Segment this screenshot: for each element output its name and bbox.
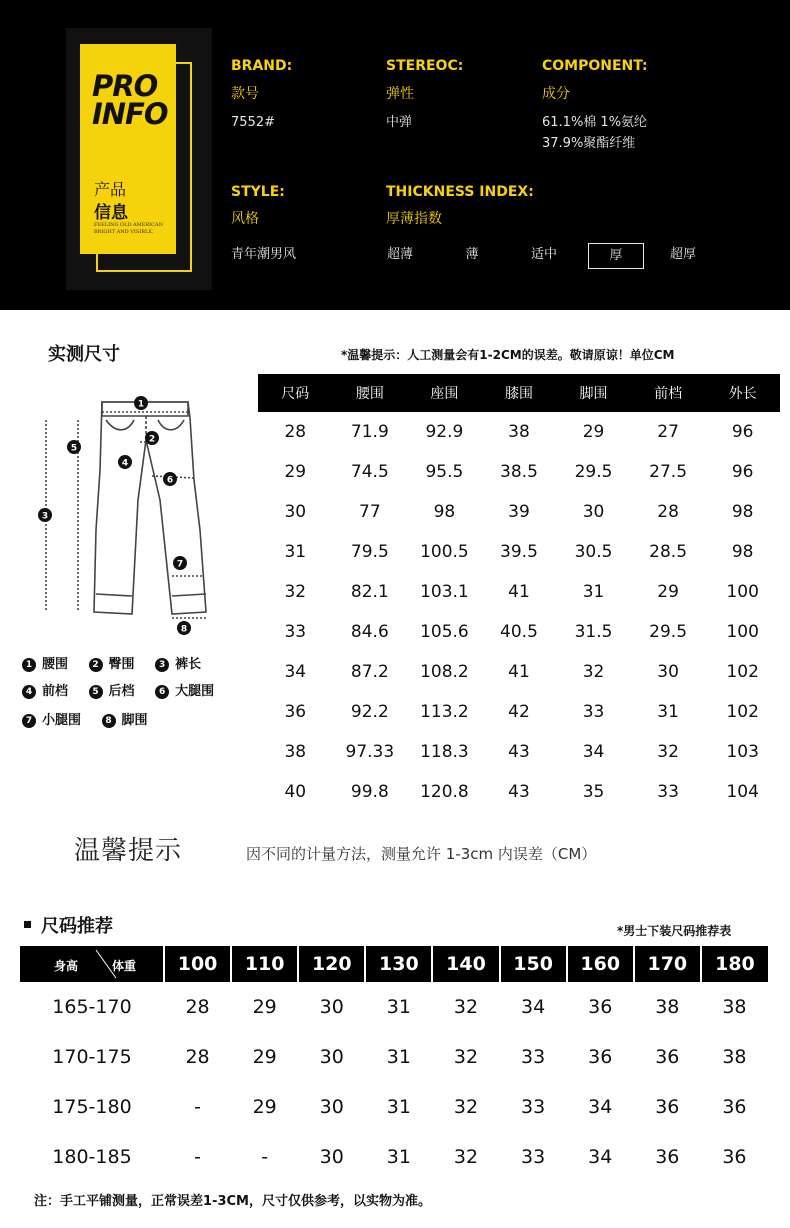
size-cell: 36 — [655, 1046, 680, 1068]
thickness-option-ultra-thick: 超厚 — [669, 247, 696, 262]
table-cell: 95.5 — [425, 462, 464, 482]
col-header: 腰围 — [333, 374, 408, 412]
table-cell: 98 — [731, 542, 754, 562]
table-cell: 71.9 — [350, 422, 389, 442]
table-cell: 102 — [726, 662, 759, 682]
table-row — [258, 732, 780, 772]
table-cell: 105.6 — [420, 622, 469, 642]
thickness-label: THICKNESS INDEX: — [386, 184, 534, 200]
table-cell: 31 — [582, 582, 605, 602]
legend-label: 脚围 — [121, 713, 148, 728]
weight-header: 160 — [567, 946, 634, 982]
size-cell: 32 — [453, 996, 479, 1018]
table-row — [20, 1032, 768, 1082]
legend-label: 前档 — [42, 684, 69, 699]
measure-note: *温馨提示：人工测量会有1-2CM的误差。敬请原谅！单位CM — [341, 348, 675, 362]
table-row — [258, 612, 780, 652]
table-cell: 34 — [284, 662, 307, 682]
component-cn: 成分 — [542, 86, 570, 102]
table-cell: 29.5 — [574, 462, 613, 482]
size-cell: 29 — [252, 1046, 277, 1068]
table-cell: 40 — [284, 782, 307, 802]
table-cell: 27.5 — [649, 462, 688, 482]
logo-line-pro: PRO — [92, 69, 158, 103]
size-cell: 36 — [722, 1096, 747, 1118]
table-cell: 43 — [508, 782, 530, 802]
legend-label: 大腿围 — [175, 684, 215, 699]
table-row — [20, 1132, 768, 1182]
marker-2-text: 2 — [148, 434, 156, 445]
size-cell: 33 — [521, 1146, 546, 1168]
size-cell: 31 — [386, 996, 411, 1018]
table-cell: 102 — [726, 702, 759, 722]
table-cell: 120.8 — [420, 782, 469, 802]
table-cell: 28 — [284, 422, 307, 442]
table-cell: 31 — [284, 542, 307, 562]
logo-cn-line1: 产品 — [94, 180, 127, 199]
table-cell: 27 — [657, 422, 679, 442]
table-cell: 42 — [508, 702, 530, 722]
table-cell: 98 — [731, 502, 754, 522]
table-cell: 41 — [508, 582, 530, 602]
table-row — [258, 572, 780, 612]
thickness-option-ultra-thin: 超薄 — [386, 247, 413, 262]
weight-header: 170 — [634, 946, 701, 982]
table-cell: 30 — [284, 502, 307, 522]
table-cell: 30 — [657, 662, 679, 682]
table-cell: 40.5 — [500, 622, 538, 642]
legend-label: 臀围 — [108, 657, 135, 672]
marker-8-text: 8 — [180, 624, 188, 635]
diagonal-divider — [20, 946, 164, 982]
marker-3-text: 3 — [41, 511, 49, 522]
legend-label: 后档 — [108, 684, 135, 699]
size-cell: 30 — [319, 1096, 344, 1118]
size-cell: 31 — [386, 1096, 411, 1118]
table-cell: 28.5 — [649, 542, 688, 562]
weight-header: 140 — [432, 946, 499, 982]
size-cell: 31 — [386, 1146, 411, 1168]
table-cell: 92.9 — [425, 422, 464, 442]
table-cell: 39 — [508, 502, 530, 522]
tip-text: 因不同的计量方法，测量允许 1-3cm 内误差（CM） — [246, 845, 597, 863]
thickness-option-medium: 适中 — [530, 247, 557, 262]
table-cell: 38 — [508, 422, 530, 442]
brand-value: 7552# — [231, 115, 275, 130]
weight-header: 100 — [164, 946, 231, 982]
legend-num: 7 — [22, 714, 36, 728]
logo-small-line1: FEELING OLD AMERICAN — [94, 222, 163, 228]
thickness-option-thick-selected: 厚 — [588, 243, 644, 269]
logo-line-info: INFO — [92, 97, 168, 131]
size-cell: 32 — [453, 1146, 479, 1168]
legend-row-1 — [22, 653, 201, 672]
table-cell: 36 — [284, 702, 307, 722]
table-cell: 79.5 — [350, 542, 389, 562]
table-cell: 29.5 — [649, 622, 688, 642]
table-cell: 28 — [657, 502, 679, 522]
logo-small-line2: BRIGHT AND VISIBLE. — [94, 229, 154, 235]
col-header: 脚围 — [556, 374, 631, 412]
table-cell: 77 — [359, 502, 381, 522]
component-label: COMPONENT: — [542, 58, 648, 74]
table-cell: 99.8 — [350, 782, 389, 802]
table-row — [258, 412, 780, 452]
thickness-option-thin: 薄 — [465, 247, 479, 262]
height-cell: 165-170 — [52, 996, 132, 1018]
weight-header: 150 — [500, 946, 567, 982]
legend-num: 8 — [102, 714, 116, 728]
stereoc-label: STEREOC: — [386, 58, 464, 74]
size-cell: - — [194, 1146, 201, 1168]
table-cell: 100.5 — [420, 542, 469, 562]
table-cell: 32 — [582, 662, 605, 682]
table-cell: 31 — [657, 702, 679, 722]
table-cell: 32 — [657, 742, 679, 762]
table-cell: 97.33 — [345, 742, 395, 762]
table-cell: 38 — [284, 742, 307, 762]
table-cell: 29 — [582, 422, 605, 442]
corner-height-label: 身高 — [54, 959, 79, 973]
col-header: 前档 — [631, 374, 706, 412]
table-cell: 33 — [582, 702, 605, 722]
bullet-icon — [24, 921, 31, 928]
size-cell: 32 — [453, 1096, 479, 1118]
legend-item-6 — [155, 684, 214, 699]
col-header: 座围 — [407, 374, 482, 412]
component-value-2: 37.9%聚酯纤维 — [542, 136, 636, 151]
marker-4-text: 4 — [121, 458, 129, 469]
table-row — [258, 652, 780, 692]
table-row — [258, 492, 780, 532]
size-cell: 29 — [252, 1096, 277, 1118]
diagram-markers — [38, 396, 191, 635]
size-table — [258, 374, 780, 812]
legend-num: 5 — [89, 685, 103, 699]
table-row — [258, 772, 780, 812]
table-cell: 84.6 — [350, 622, 389, 642]
size-cell: - — [194, 1096, 201, 1118]
tip-title: 温馨提示 — [74, 836, 183, 866]
size-cell: 36 — [588, 1046, 613, 1068]
size-cell: 34 — [588, 1146, 613, 1168]
measure-title: 实测尺寸 — [48, 344, 120, 365]
legend-num: 3 — [155, 658, 169, 672]
table-cell: 74.5 — [350, 462, 389, 482]
size-cell: 33 — [521, 1096, 546, 1118]
table-row — [258, 532, 780, 572]
size-cell: 36 — [588, 996, 613, 1018]
table-cell: 29 — [657, 582, 679, 602]
recommend-table — [20, 946, 768, 1182]
table-cell: 34 — [582, 742, 605, 762]
table-cell: 29 — [284, 462, 307, 482]
style-cn: 风格 — [231, 211, 259, 227]
col-header: 膝围 — [482, 374, 557, 412]
legend-item-7 — [22, 713, 81, 728]
table-row — [258, 692, 780, 732]
height-cell: 170-175 — [52, 1046, 132, 1068]
size-cell: - — [261, 1146, 269, 1168]
logo-pro-info — [92, 69, 176, 131]
size-cell: 28 — [185, 1046, 210, 1068]
legend-label: 小腿围 — [42, 713, 82, 728]
corner-weight-label: 体重 — [112, 959, 137, 973]
size-cell: 34 — [521, 996, 546, 1018]
table-row — [20, 1082, 768, 1132]
weight-header: 180 — [701, 946, 768, 982]
table-cell: 113.2 — [420, 702, 469, 722]
legend-num: 2 — [89, 658, 103, 672]
legend-row-3 — [22, 709, 148, 728]
table-cell: 100 — [726, 622, 759, 642]
size-cell: 32 — [453, 1046, 479, 1068]
pants-diagram — [30, 380, 250, 645]
size-cell: 30 — [319, 996, 344, 1018]
size-cell: 30 — [319, 1046, 344, 1068]
size-cell: 29 — [252, 996, 277, 1018]
table-cell: 33 — [284, 622, 307, 642]
corner-cell — [20, 946, 164, 982]
style-value: 青年潮男风 — [231, 247, 297, 262]
table-cell: 98 — [433, 502, 456, 522]
marker-6-text: 6 — [166, 475, 174, 486]
stereoc-cn: 弹性 — [386, 86, 414, 102]
table-cell: 41 — [508, 662, 530, 682]
weight-header: 110 — [231, 946, 298, 982]
table-cell: 87.2 — [350, 662, 389, 682]
col-header: 尺码 — [258, 374, 333, 412]
table-cell: 108.2 — [420, 662, 469, 682]
height-cell: 175-180 — [52, 1096, 132, 1118]
size-cell: 34 — [588, 1096, 613, 1118]
table-row — [20, 982, 768, 1032]
table-cell: 30 — [582, 502, 605, 522]
legend-item-5 — [89, 684, 135, 699]
legend-num: 6 — [155, 685, 169, 699]
size-table-header — [258, 374, 780, 412]
recommend-title-text: 尺码推荐 — [41, 916, 113, 937]
table-cell: 35 — [582, 782, 605, 802]
table-cell: 104 — [726, 782, 759, 802]
weight-header: 130 — [365, 946, 432, 982]
table-cell: 30.5 — [574, 542, 613, 562]
component-value-1: 61.1%棉 1%氨纶 — [542, 115, 648, 130]
legend-label: 腰围 — [42, 657, 69, 672]
size-cell: 36 — [655, 1096, 680, 1118]
logo-cn-line2: 信息 — [94, 203, 128, 223]
product-info-header — [0, 0, 790, 310]
size-cell: 33 — [521, 1046, 546, 1068]
legend-row-2 — [22, 680, 214, 699]
table-cell: 103 — [726, 742, 759, 762]
table-cell: 31.5 — [574, 622, 613, 642]
size-cell: 31 — [386, 1046, 411, 1068]
footnote: 注：手工平铺测量，正常误差1-3CM，尺寸仅供参考，以实物为准。 — [34, 1194, 431, 1209]
legend-item-4 — [22, 684, 68, 699]
brand-label: BRAND: — [231, 58, 293, 74]
size-cell: 38 — [655, 996, 680, 1018]
size-cell: 28 — [185, 996, 210, 1018]
brand-cn: 款号 — [231, 86, 259, 102]
table-cell: 92.2 — [350, 702, 389, 722]
legend-label: 裤长 — [175, 657, 202, 672]
legend-item-2 — [89, 657, 135, 672]
table-cell: 39.5 — [500, 542, 538, 562]
marker-7-text: 7 — [176, 559, 184, 570]
table-cell: 82.1 — [350, 582, 389, 602]
size-cell: 36 — [655, 1146, 680, 1168]
legend-item-3 — [155, 657, 201, 672]
recommend-title — [24, 912, 113, 938]
logo-small-text — [94, 222, 174, 236]
legend-num: 1 — [22, 658, 36, 672]
marker-1-text: 1 — [137, 399, 145, 410]
legend-item-1 — [22, 657, 68, 672]
table-cell: 96 — [731, 422, 754, 442]
table-row — [258, 452, 780, 492]
table-cell: 96 — [731, 462, 754, 482]
recommend-header — [20, 946, 768, 982]
legend-num: 4 — [22, 685, 36, 699]
size-cell: 38 — [722, 1046, 747, 1068]
table-cell: 103.1 — [420, 582, 469, 602]
size-cell: 38 — [722, 996, 747, 1018]
legend-item-8 — [102, 713, 148, 728]
table-cell: 43 — [508, 742, 530, 762]
size-cell: 30 — [319, 1146, 344, 1168]
table-cell: 33 — [657, 782, 679, 802]
table-cell: 32 — [284, 582, 307, 602]
marker-5-text: 5 — [70, 443, 78, 454]
height-cell: 180-185 — [52, 1146, 132, 1168]
col-header: 外长 — [705, 374, 780, 412]
table-cell: 118.3 — [420, 742, 469, 762]
table-cell: 38.5 — [500, 462, 538, 482]
stereoc-value: 中弹 — [386, 115, 413, 130]
table-cell: 100 — [726, 582, 759, 602]
style-label: STYLE: — [231, 184, 285, 200]
size-cell: 36 — [722, 1146, 747, 1168]
thickness-cn: 厚薄指数 — [386, 211, 442, 227]
recommend-note: *男士下装尺码推荐表 — [617, 924, 732, 938]
weight-header: 120 — [298, 946, 365, 982]
